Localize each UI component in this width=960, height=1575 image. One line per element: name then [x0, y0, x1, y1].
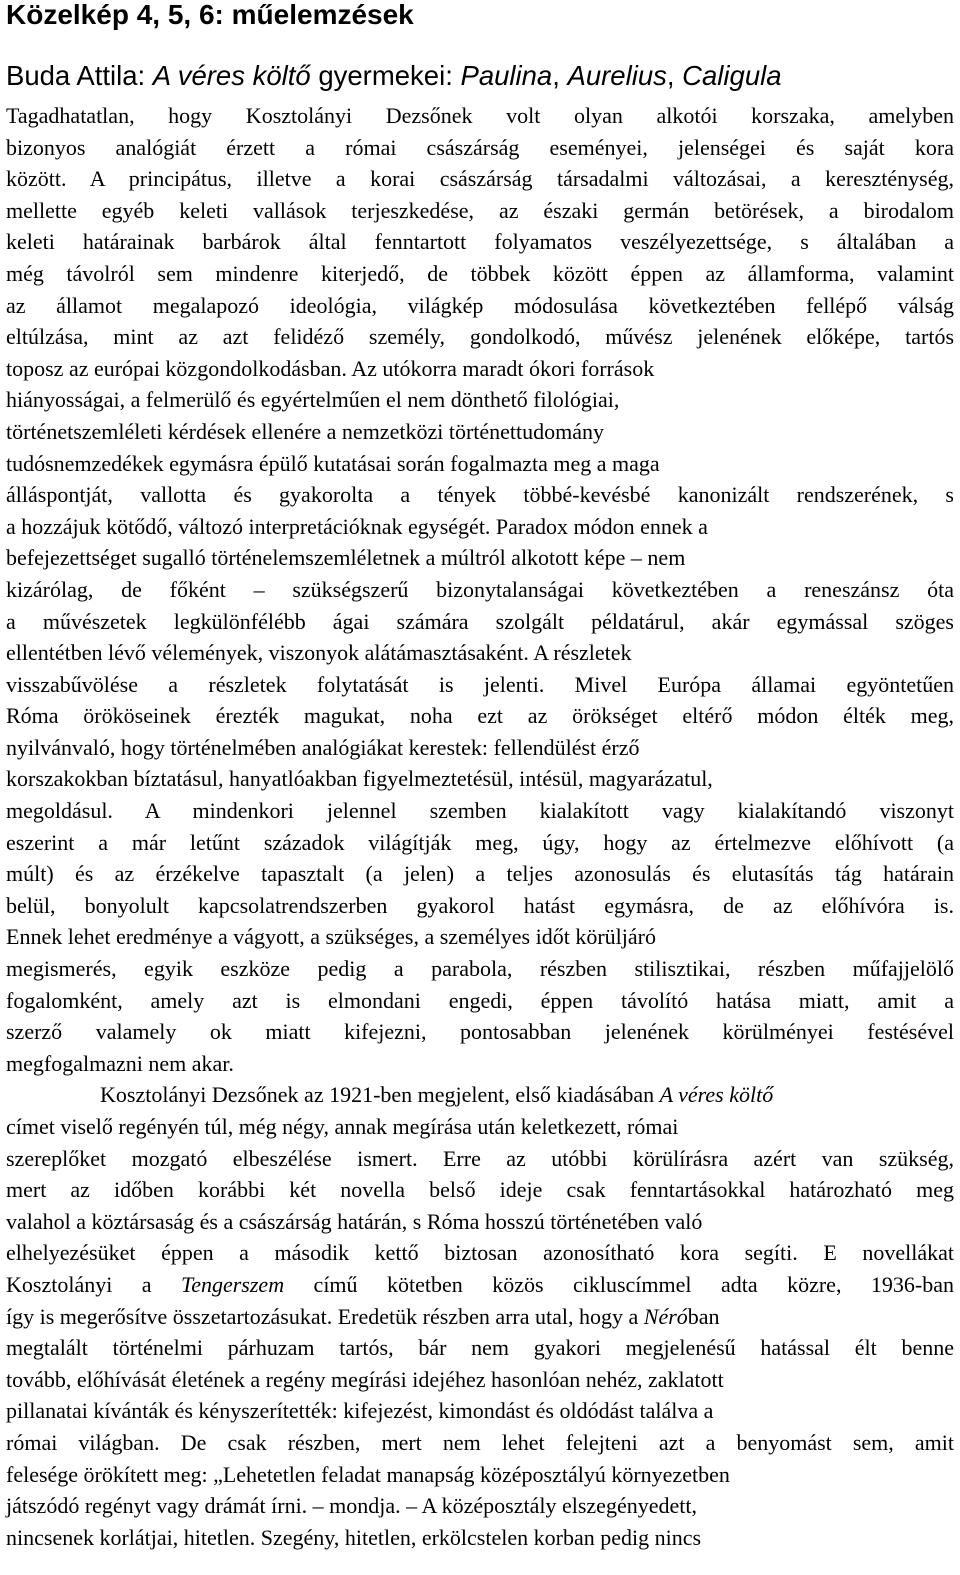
text-line: nincsenek korlátjai, hitetlen. Szegény, hitetlen, erkölcstelen korban pedig nincs — [6, 1524, 702, 1550]
text-line: felesége örökített meg: „Lehetetlen feladat manapság középosztályú környezetben — [6, 1461, 730, 1487]
text-line: álláspontját, vallotta és gyakorolta a tények többé-kevésbé kanonizált rendszerének, s — [6, 482, 954, 508]
text-line: elhelyezésüket éppen a második kettő biztosan azonosítható kora segíti. E novellákat — [6, 1240, 954, 1266]
text-line: szerző valamely ok miatt kifejezni, pontosabban jelenének körülményei festésével — [6, 1019, 954, 1045]
text-line: megfogalmazni nem akar. — [6, 1050, 234, 1076]
text-line — [6, 1079, 954, 1111]
text-line: mellette egyéb keleti vallások terjeszkedése, az északi germán betörések, a birodalom — [6, 197, 954, 223]
subtitle-name-paulina: Paulina — [460, 60, 553, 91]
text-line: a művészetek legkülönfélébb ágai számára szolgált példatárul, akár egymással szöges — [6, 608, 954, 634]
book-title-nero: Néró — [643, 1303, 688, 1329]
subtitle-comma: , — [666, 60, 683, 91]
paragraph-2 — [6, 1079, 954, 1553]
text-line: még távolról sem mindenre kiterjedő, de többek között éppen az államforma, valamint — [6, 260, 954, 286]
text-line: tudósnemzedékek egymásra épülő kutatásai során fogalmazta meg a maga — [6, 450, 660, 476]
text-line: történetszemléleti kérdések ellenére a nemzetközi történettudomány — [6, 418, 605, 444]
text-run: Kosztolányi a — [6, 1271, 181, 1297]
subtitle-comma: , — [552, 60, 568, 91]
subtitle-author: Buda Attila: — [6, 60, 153, 91]
book-title-tengerszem: Tengerszem — [181, 1271, 285, 1297]
text-line: nyilvánvaló, hogy történelmében analógiákat kerestek: fellendülést érző — [6, 734, 640, 760]
subtitle-name-caligula: Caligula — [682, 60, 782, 91]
text-line: megismerés, egyik eszköze pedig a parabola, részben stilisztikai, részben műfajjelölő — [6, 956, 954, 982]
text-line: megoldásul. A mindenkori jelennel szemben kialakított vagy kialakítandó viszonyt — [6, 798, 954, 824]
text-line: mert az időben korábbi két novella belső ideje csak fenntartásokkal határozható meg — [6, 1177, 954, 1203]
text-line: fogalomként, amely azt is elmondani engedi, éppen távolító hatása miatt, amit a — [6, 987, 954, 1013]
text-line — [6, 1269, 954, 1301]
text-line: valahol a köztársaság és a császárság határán, s Róma hosszú történetében való — [6, 1208, 703, 1234]
paragraph-1 — [6, 100, 954, 1079]
text-line: között. A principátus, illetve a korai császárság társadalmi változásai, a kereszténység, — [6, 166, 954, 192]
text-line: pillanatai kívánták és kényszerítették: kifejezést, kimondást és oldódást találva a — [6, 1398, 714, 1424]
text-run: így is megerősítve összetartozásukat. Eredetük részben arra utal, hogy a — [6, 1303, 644, 1329]
text-line: Róma örököseinek érezték magukat, noha ezt az örökséget eltérő módon élték meg, — [6, 703, 954, 729]
text-line: római világban. De csak részben, mert nem lehet felejteni azt a benyomást sem, amit — [6, 1429, 954, 1455]
text-line: Tagadhatatlan, hogy Kosztolányi Dezsőnek volt olyan alkotói korszaka, amelyben — [6, 103, 954, 128]
text-line: megtalált történelmi párhuzam tartós, bár nem gyakori megjelenésű hatással élt benne — [6, 1335, 954, 1361]
text-line: visszabűvölése a részletek folytatását is jelenti. Mivel Európa államai egyöntetűen — [6, 671, 954, 697]
text-line: belül, bonyolult kapcsolatrendszerben gyakorol hatást egymásra, de az előhívóra is. — [6, 892, 954, 918]
text-line: befejezettséget sugalló történelemszemléletnek a múltról alkotott képe – nem — [6, 545, 686, 571]
subtitle-work-title: A véres költő — [152, 60, 311, 91]
document-title: Közelkép 4, 5, 6: műelemzések — [6, 0, 414, 30]
text-line: kizárólag, de főként – szükségszerű bizonytalanságai következtében a reneszánsz óta — [6, 576, 954, 602]
text-run: Kosztolányi Dezsőnek az 1921-ben megjelent, első kiadásában — [100, 1082, 660, 1108]
text-line — [6, 1301, 954, 1333]
text-line: toposz az európai közgondolkodásban. Az utókorra maradt ókori források — [6, 355, 655, 381]
text-line: tovább, előhívását életének a regény megírási idejéhez hasonlóan nehéz, zaklatott — [6, 1366, 724, 1392]
text-line: eszerint a már letűnt századok világítják meg, úgy, hogy az értelmezve előhívott (a — [6, 829, 954, 855]
text-line: Ennek lehet eredménye a vágyott, a szükséges, a személyes időt körüljáró — [6, 924, 656, 950]
text-run: című kötetben közös cikluscímmel adta közre, 1936-ban — [284, 1271, 954, 1297]
text-line: korszakokban bíztatásul, hanyatlóakban figyelmeztetésül, intésül, magyarázatul, — [6, 766, 713, 792]
document-page — [6, 0, 954, 1553]
article-subtitle — [6, 30, 954, 92]
text-line: eltúlzása, mint az azt felidéző személy, gondolkodó, művész jelenének előképe, tartós — [6, 324, 954, 350]
text-line: címet viselő regényén túl, még négy, annak megírása után keletkezett, római — [6, 1114, 679, 1139]
text-line: múlt) és az érzékelve tapasztalt (a jelen) a teljes azonosulás és elutasítás tág határain — [6, 861, 954, 887]
subtitle-name-aurelius: Aurelius — [567, 60, 667, 91]
subtitle-middle: gyermekei: — [310, 60, 461, 91]
text-line: keleti határainak barbárok által fenntartott folyamatos veszélyezettsége, s általában a — [6, 229, 954, 255]
text-line: az államot megalapozó ideológia, világkép módosulása következtében fellépő válság — [6, 292, 954, 318]
text-line: hiányosságai, a felmerülő és egyértelműen el nem dönthető filológiai, — [6, 387, 620, 413]
text-line: játszódó regényt vagy drámát írni. – mondja. – A középosztály elszegényedett, — [6, 1493, 697, 1519]
text-line: szereplőket mozgató elbeszélése ismert. Erre az utóbbi körülírásra azért van szükség, — [6, 1145, 954, 1171]
book-title-a-veres-kolto: A véres költő — [659, 1082, 774, 1108]
text-line: bizonyos analógiát érzett a római császárság eseményei, jelenségei és saját kora — [6, 134, 954, 160]
text-run: ban — [687, 1303, 720, 1329]
text-line: ellentétben lévő vélemények, viszonyok alátámasztásaként. A részletek — [6, 640, 632, 666]
text-line: a hozzájuk kötődő, változó interpretációknak egységét. Paradox módon ennek a — [6, 513, 708, 539]
